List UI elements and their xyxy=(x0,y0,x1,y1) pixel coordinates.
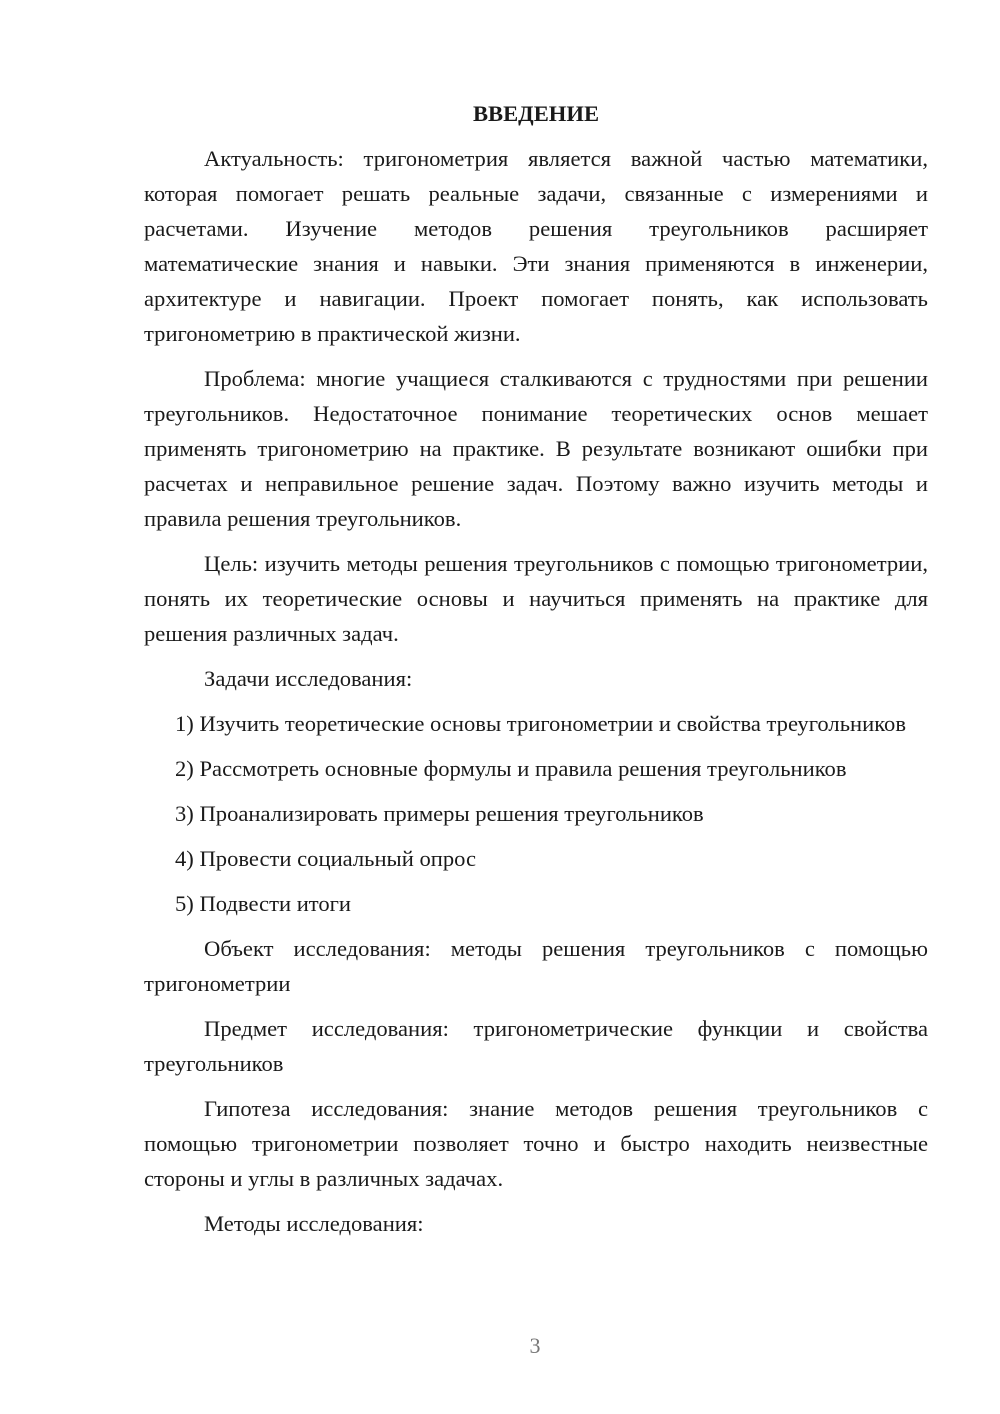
methods-heading: Методы исследования: xyxy=(204,1211,424,1236)
page-title: ВВЕДЕНИЕ xyxy=(472,101,600,126)
paragraph-object: Объект исследования: методы решения треугольников с помощью тригонометрии xyxy=(144,936,928,996)
paragraph-problem: Проблема: многие учащиеся сталкиваются с трудностями при решении треугольников. Недостаточное понимание теоретических основ мешает применять тригонометрию на практике. В результате возникают ошибки при расчетах и неправильное решение задач. Поэтому важно изучить методы и правила решения треугольников. xyxy=(144,366,928,531)
list-item-task-2: 2) Рассмотреть основные формулы и правила решения треугольников xyxy=(175,756,847,781)
paragraph-subject: Предмет исследования: тригонометрические функции и свойства треугольников xyxy=(144,1016,928,1076)
tasks-heading: Задачи исследования: xyxy=(204,666,413,691)
document-page xyxy=(144,96,928,1251)
list-item-task-5: 5) Подвести итоги xyxy=(175,891,352,916)
paragraph-hypothesis: Гипотеза исследования: знание методов решения треугольников с помощью тригонометрии позволяет точно и быстро находить неизвестные стороны и углы в различных задачах. xyxy=(144,1096,928,1191)
paragraph-goal: Цель: изучить методы решения треугольников с помощью тригонометрии, понять их теоретические основы и научиться применять на практике для решения различных задач. xyxy=(144,551,928,646)
paragraph-relevance: Актуальность: тригонометрия является важной частью математики, которая помогает решать реальные задачи, связанные с измерениями и расчетами. Изучение методов решения треугольников расширяет математические знания и навыки. Эти знания применяются в инженерии, архитектуре и навигации. Проект помогает понять, как использовать тригонометрию в практической жизни. xyxy=(144,146,928,346)
list-item-task-1: 1) Изучить теоретические основы тригонометрии и свойства треугольников xyxy=(175,711,906,736)
list-item-task-3: 3) Проанализировать примеры решения треугольников xyxy=(175,801,704,826)
page-number: 3 xyxy=(529,1333,541,1358)
list-item-task-4: 4) Провести социальный опрос xyxy=(175,846,477,871)
